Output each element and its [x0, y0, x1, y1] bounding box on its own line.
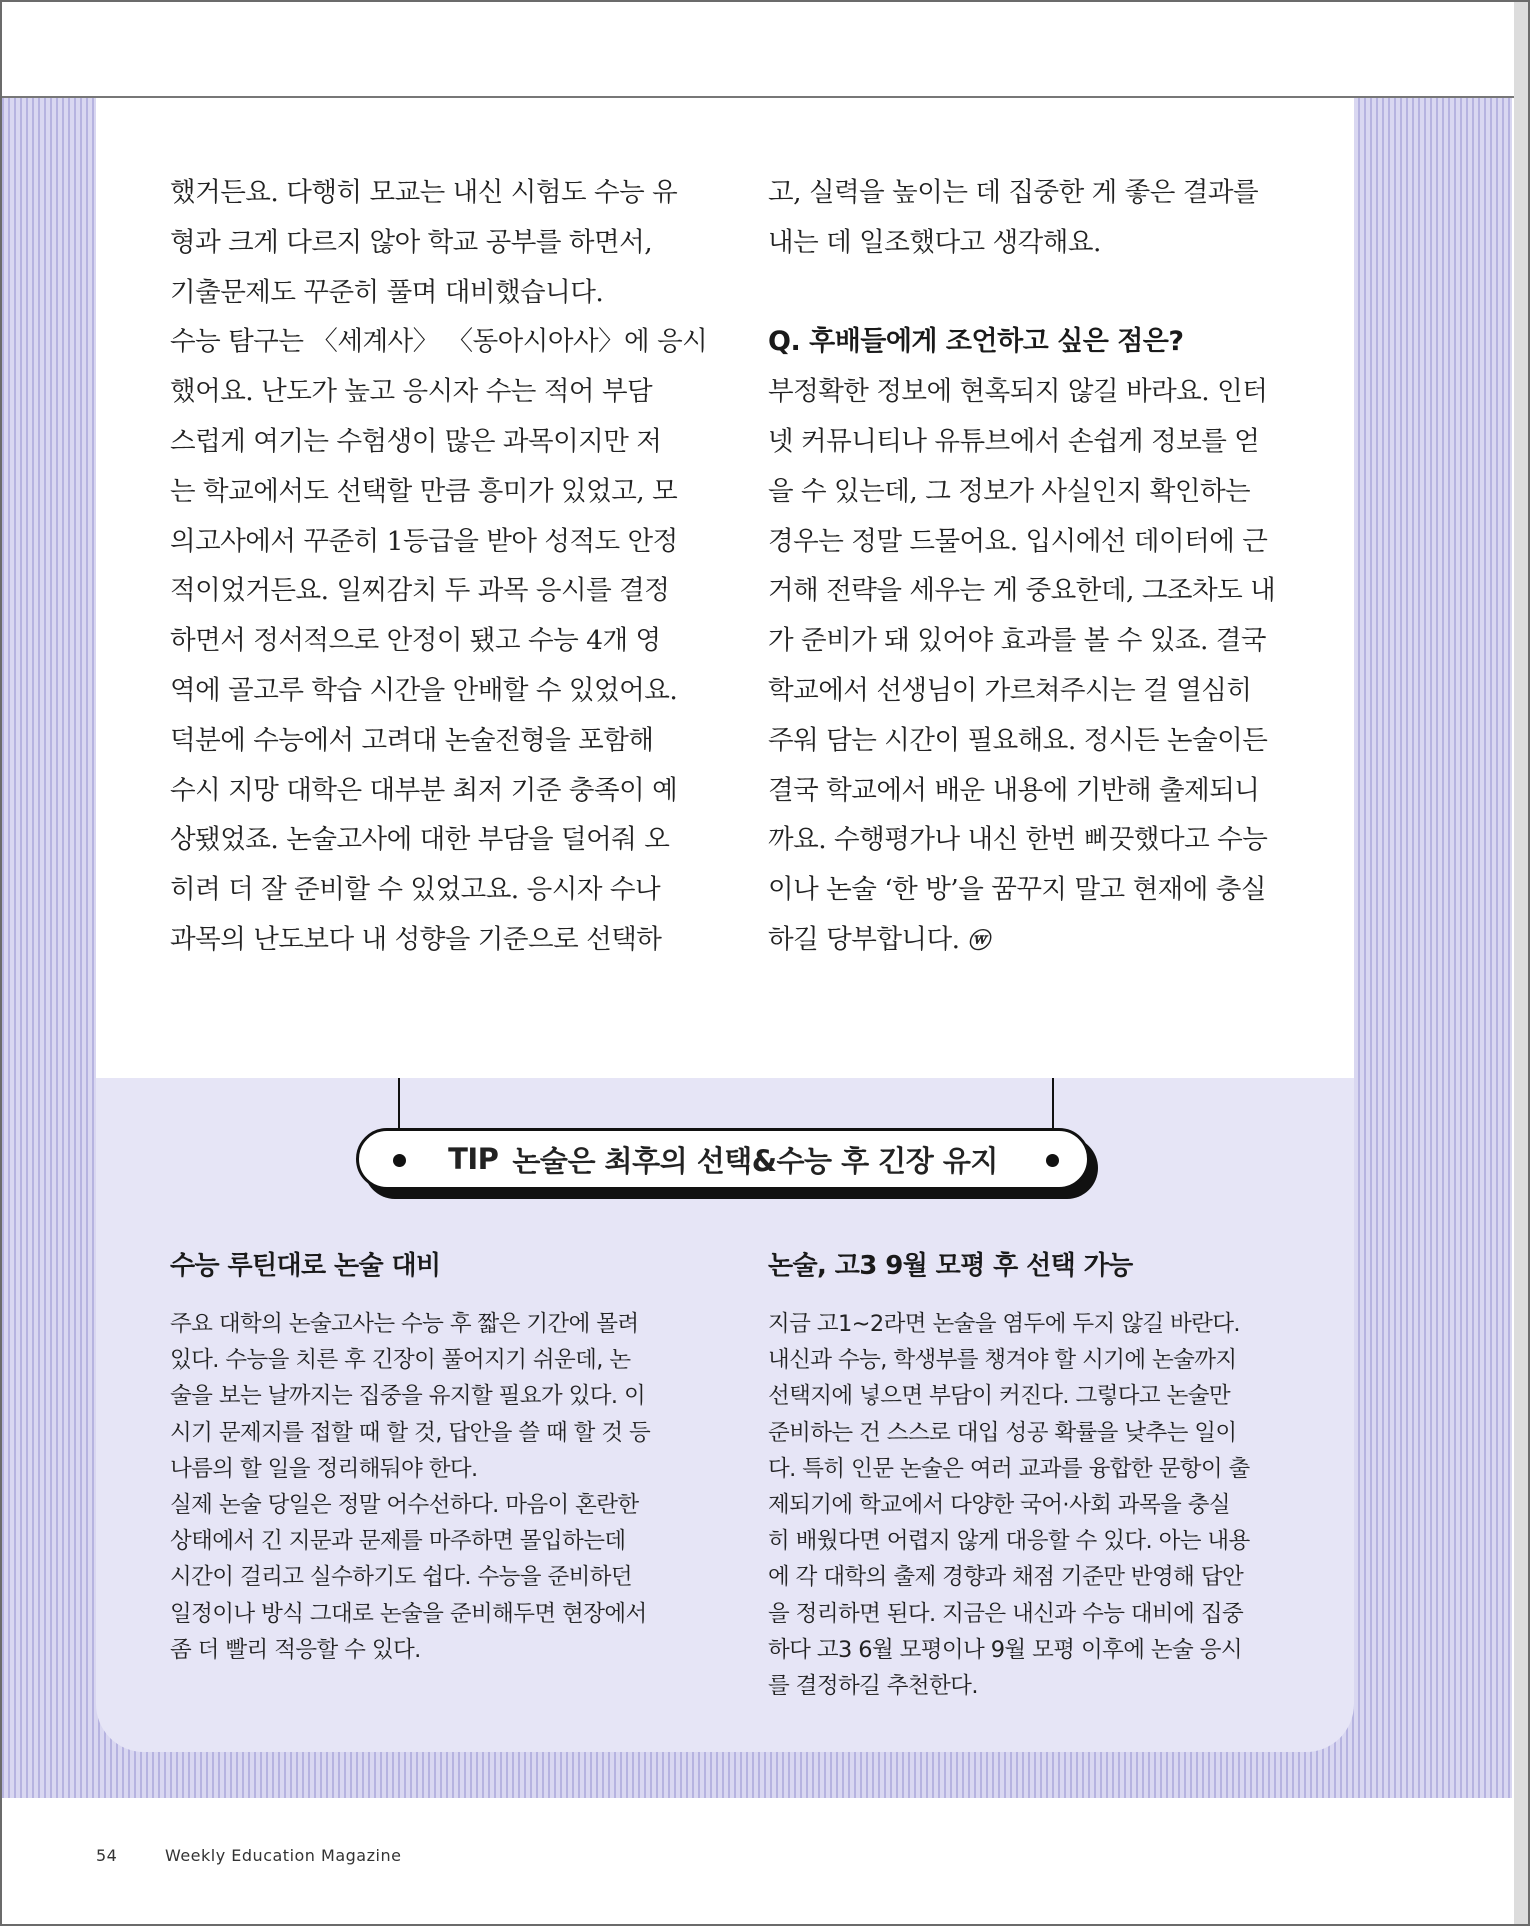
tip-line: 있다. 수능을 치른 후 긴장이 풀어지기 쉬운데, 논	[170, 1347, 631, 1374]
tip-line: 술을 보는 날까지는 집중을 유지할 필요가 있다. 이	[170, 1383, 646, 1410]
article-line: 수시 지망 대학은 대부분 최저 기준 충족이 예	[170, 774, 678, 806]
tip-right-heading: 논술, 고3 9월 모평 후 선택 가능	[768, 1251, 1133, 1281]
article-line: 부정확한 정보에 현혹되지 않길 바라요. 인터	[768, 376, 1268, 408]
page-number: 54	[96, 1846, 118, 1865]
tip-line: 제되기에 학교에서 다양한 국어·사회 과목을 충실	[768, 1492, 1231, 1519]
tip-line: 실제 논술 당일은 정말 어수선하다. 마음이 혼란한	[170, 1492, 639, 1519]
article-line-text: 하길 당부합니다.	[768, 923, 960, 955]
article-line: 수능 탐구는 〈세계사〉 〈동아시아사〉에 응시	[170, 326, 708, 358]
tip-line: 를 결정하길 추천한다.	[768, 1673, 978, 1700]
tip-line: 내신과 수능, 학생부를 챙겨야 할 시기에 논술까지	[768, 1347, 1237, 1374]
article-line: 의고사에서 꾸준히 1등급을 받아 성적도 안정	[170, 525, 678, 557]
tip-line: 을 정리하면 된다. 지금은 내신과 수능 대비에 집중	[768, 1600, 1244, 1627]
magazine-name: Weekly Education Magazine	[164, 1846, 402, 1865]
tip-line: 지금 고1~2라면 논술을 염두에 두지 않길 바란다.	[768, 1311, 1240, 1337]
article-line: 하면서 정서적으로 안정이 됐고 수능 4개 영	[170, 625, 661, 657]
article-line: 히려 더 잘 준비할 수 있었고요. 응시자 수나	[170, 874, 661, 906]
tip-line: 히 배웠다면 어렵지 않게 대응할 수 있다. 아는 내용	[768, 1528, 1250, 1555]
tip-title: 논술은 최후의 선택&수능 후 긴장 유지	[512, 1143, 998, 1178]
article-line: 스럽게 여기는 수험생이 많은 과목이지만 저	[170, 425, 662, 457]
article-line: 역에 골고루 학습 시간을 안배할 수 있었어요.	[170, 674, 678, 706]
tip-label: TIP	[448, 1142, 499, 1176]
question-heading: Q. 후배들에게 조언하고 싶은 점은?	[768, 326, 1184, 358]
article-line: 고, 실력을 높이는 데 집중한 게 좋은 결과를	[768, 177, 1259, 208]
tip-line: 일정이나 방식 그대로 논술을 준비해두면 현장에서	[170, 1600, 647, 1627]
tip-line: 상태에서 긴 지문과 문제를 마주하면 몰입하는데	[170, 1528, 626, 1555]
article-line: 적이었거든요. 일찌감치 두 과목 응시를 결정	[170, 575, 670, 607]
article-line: 거해 전략을 세우는 게 중요한데, 그조차도 내	[768, 575, 1276, 607]
article-line: 과목의 난도보다 내 성향을 기준으로 선택하	[170, 923, 662, 955]
article-line: 했어요. 난도가 높고 응시자 수는 적어 부담	[170, 376, 653, 408]
article-line: 넷 커뮤니티나 유튜브에서 손쉽게 정보를 얻	[768, 425, 1260, 457]
article-line: 덕분에 수능에서 고려대 논술전형을 포함해	[170, 724, 654, 756]
article-line: 학교에서 선생님이 가르쳐주시는 걸 열심히	[768, 674, 1252, 706]
tip-line: 에 각 대학의 출제 경향과 채점 기준만 반영해 답안	[768, 1564, 1244, 1591]
article-line: 까요. 수행평가나 내신 한번 삐끗했다고 수능	[768, 824, 1268, 856]
tip-line: 주요 대학의 논술고사는 수능 후 짧은 기간에 몰려	[170, 1311, 639, 1337]
article-line: 형과 크게 다르지 않아 학교 공부를 하면서,	[170, 226, 653, 258]
tip-line: 준비하는 건 스스로 대입 성공 확률을 낮추는 일이	[768, 1419, 1237, 1446]
tip-line: 다. 특히 인문 논술은 여러 교과를 융합한 문항이 출	[768, 1455, 1250, 1482]
tip-line: 시기 문제지를 접할 때 할 것, 답안을 쓸 때 할 것 등	[170, 1419, 651, 1446]
article-line: 이나 논술 ‘한 방’을 꿈꾸지 말고 현재에 충실	[768, 874, 1266, 906]
article-line: 결국 학교에서 배운 내용에 기반해 출제되니	[768, 774, 1260, 806]
tip-line: 선택지에 넣으면 부담이 커진다. 그렇다고 논술만	[768, 1383, 1231, 1410]
article-line: 기출문제도 꾸준히 풀며 대비했습니다.	[170, 276, 604, 308]
tip-left-heading: 수능 루틴대로 논술 대비	[170, 1251, 441, 1281]
tip-line: 좀 더 빨리 적응할 수 있다.	[170, 1636, 421, 1663]
tip-line: 시간이 걸리고 실수하기도 쉽다. 수능을 준비하던	[170, 1564, 633, 1591]
article-line: 주워 담는 시간이 필요해요. 정시든 논술이든	[768, 724, 1268, 756]
article-line: 을 수 있는데, 그 정보가 사실인지 확인하는	[768, 475, 1251, 507]
article-line: 내는 데 일조했다고 생각해요.	[768, 226, 1101, 258]
article-line: 가 준비가 돼 있어야 효과를 볼 수 있죠. 결국	[768, 625, 1266, 657]
article-line: 경우는 정말 드물어요. 입시에선 데이터에 근	[768, 525, 1268, 557]
tip-line: 하다 고3 6월 모평이나 9월 모평 이후에 논술 응시	[768, 1636, 1242, 1663]
article-line: 했거든요. 다행히 모교는 내신 시험도 수능 유	[170, 177, 678, 208]
article-line: 상됐었죠. 논술고사에 대한 부담을 덜어줘 오	[170, 824, 670, 856]
tip-line: 나름의 할 일을 정리해둬야 한다.	[170, 1455, 478, 1482]
end-mark-icon: ⓦ	[967, 928, 990, 954]
article-line: 는 학교에서도 선택할 만큼 흥미가 있었고, 모	[170, 475, 678, 507]
